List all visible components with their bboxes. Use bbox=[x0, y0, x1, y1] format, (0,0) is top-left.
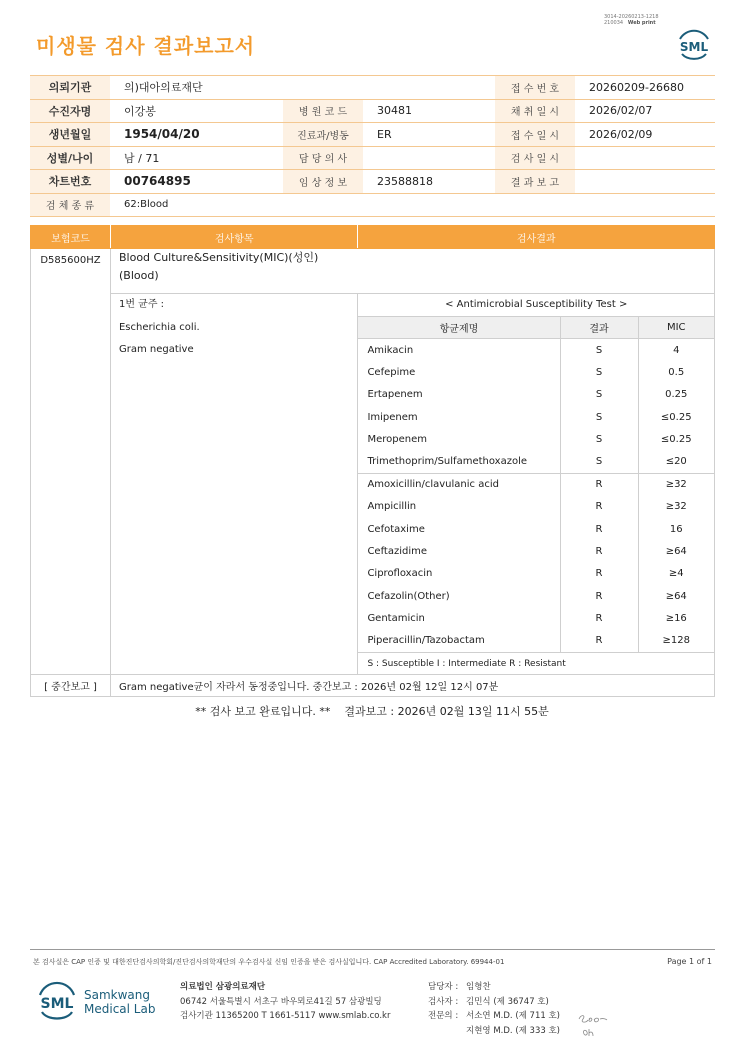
info-row bbox=[30, 76, 715, 100]
ast-drug-name: Ciprofloxacin bbox=[367, 568, 433, 580]
ast-mic: ≤20 bbox=[638, 451, 714, 473]
ast-mic: ≥4 bbox=[638, 563, 714, 585]
organization-info bbox=[180, 980, 390, 1024]
specimen-label: 검 체 종 류 bbox=[30, 193, 110, 217]
dept-value: ER bbox=[363, 123, 495, 147]
hospital-code-label: 병 원 코 드 bbox=[283, 99, 363, 123]
clinical-info-value: 23588818 bbox=[363, 170, 495, 194]
ast-result: S bbox=[560, 451, 638, 473]
sml-brand-logo-text: SML bbox=[40, 996, 74, 1012]
info-row bbox=[30, 170, 715, 194]
specialist-name-1: 서소연 M.D. (제 711 호) bbox=[466, 1011, 561, 1021]
ast-result: R bbox=[560, 496, 638, 518]
ast-mic: 16 bbox=[638, 518, 714, 540]
ast-row bbox=[358, 585, 714, 607]
organism-row bbox=[31, 294, 715, 675]
sex-age-label: 성별/나이 bbox=[30, 146, 110, 170]
ast-legend: S : Susceptible I : Intermediate R : Resistant bbox=[358, 652, 714, 674]
ast-drug-name: Ceftazidime bbox=[367, 545, 428, 557]
org-address: 06742 서울특별시 서초구 바우뫼로41길 57 삼광빌딩 bbox=[180, 996, 382, 1007]
ast-result: S bbox=[560, 384, 638, 406]
col-test-item: 검사항목 bbox=[110, 226, 357, 249]
ast-col-mic: MIC bbox=[638, 316, 714, 338]
col-test-result: 검사결과 bbox=[358, 226, 715, 249]
ast-result: R bbox=[560, 563, 638, 585]
ast-result: S bbox=[560, 406, 638, 428]
ast-drug-name: Imipenem bbox=[367, 411, 418, 423]
organism-gram: Gram negative bbox=[118, 344, 194, 356]
organism-heading: 1번 균주 : bbox=[118, 299, 165, 310]
ast-drug-name: Ertapenem bbox=[367, 389, 423, 401]
ast-result: S bbox=[560, 428, 638, 450]
staff-info bbox=[428, 980, 560, 1038]
ast-result: R bbox=[560, 540, 638, 562]
chart-no-label: 차트번호 bbox=[30, 170, 110, 194]
ast-mic: 0.5 bbox=[638, 361, 714, 383]
chart-no-value: 00764895 bbox=[110, 170, 283, 194]
ast-mic: ≥64 bbox=[638, 585, 714, 607]
ast-col-drug: 항균제명 bbox=[358, 316, 560, 338]
tester-name: 김민식 (제 36747 호) bbox=[466, 996, 549, 1007]
org-contact: 검사기관 11365200 T 1661-5117 www.smlab.co.kr bbox=[180, 1011, 391, 1021]
ast-drug-name: Gentamicin bbox=[367, 613, 425, 625]
info-row bbox=[30, 193, 715, 217]
ast-row bbox=[358, 473, 714, 495]
insurance-code: D585600HZ bbox=[31, 249, 111, 675]
signature-icon bbox=[576, 1010, 610, 1040]
patient-name-label: 수진자명 bbox=[30, 99, 110, 123]
collection-date-value: 2026/02/07 bbox=[575, 99, 715, 123]
report-value bbox=[575, 170, 715, 194]
receipt-date-value: 2026/02/09 bbox=[575, 123, 715, 147]
ast-title: < Antimicrobial Susceptibility Test > bbox=[358, 294, 714, 316]
brand-line1: Samkwang bbox=[84, 988, 150, 1002]
ast-result: R bbox=[560, 607, 638, 629]
ast-row bbox=[358, 630, 714, 652]
info-row bbox=[30, 99, 715, 123]
patient-name-value: 이강봉 bbox=[110, 99, 283, 123]
collection-date-label: 채 취 일 시 bbox=[495, 99, 575, 123]
ast-row bbox=[358, 339, 714, 361]
footer-divider bbox=[30, 949, 715, 950]
ast-mic: 0.25 bbox=[638, 384, 714, 406]
ast-result: R bbox=[560, 473, 638, 495]
manager-name: 임형찬 bbox=[466, 982, 491, 992]
manager-label: 담당자 : bbox=[428, 982, 459, 992]
page-number: Page 1 of 1 bbox=[667, 957, 712, 966]
requesting-org-value: 의)대아의료재단 bbox=[110, 76, 495, 100]
brand-line2: Medical Lab bbox=[84, 1002, 156, 1016]
patient-info-table bbox=[30, 75, 715, 217]
ast-drug-name: Trimethoprim/Sulfamethoxazole bbox=[367, 456, 528, 468]
dept-label: 진료과/병동 bbox=[283, 123, 363, 147]
ast-drug-name: Cefotaxime bbox=[367, 523, 425, 535]
birth-date-label: 생년월일 bbox=[30, 123, 110, 147]
ast-row bbox=[358, 406, 714, 428]
ast-drug-name: Amikacin bbox=[367, 344, 414, 356]
receipt-no-label: 접 수 번 호 bbox=[495, 76, 575, 100]
ast-drug-name: Piperacillin/Tazobactam bbox=[367, 635, 485, 647]
tester-label: 검사자 : bbox=[428, 996, 459, 1007]
ast-mic: ≥32 bbox=[638, 473, 714, 495]
specialist-label: 전문의 : bbox=[428, 1011, 459, 1021]
sml-logo-text: SML bbox=[679, 40, 709, 54]
test-row bbox=[31, 249, 715, 294]
org-name: 의료법인 삼광의료재단 bbox=[180, 982, 266, 992]
ast-legend-row bbox=[358, 652, 714, 674]
ast-result: S bbox=[560, 361, 638, 383]
ast-result: R bbox=[560, 518, 638, 540]
ast-mic: ≤0.25 bbox=[638, 406, 714, 428]
ast-mic: ≥128 bbox=[638, 630, 714, 652]
ast-result: S bbox=[560, 339, 638, 361]
test-name-line2: (Blood) bbox=[118, 269, 159, 282]
info-row bbox=[30, 146, 715, 170]
brand-name bbox=[84, 988, 155, 1016]
receipt-date-label: 접 수 일 시 bbox=[495, 123, 575, 147]
test-date-label: 검 사 일 시 bbox=[495, 146, 575, 170]
ast-row bbox=[358, 384, 714, 406]
report-complete-text: ** 검사 보고 완료입니다. ** bbox=[195, 705, 331, 718]
ast-drug-name: Cefazolin(Other) bbox=[367, 590, 450, 602]
interim-report-row bbox=[31, 675, 715, 697]
ast-result: R bbox=[560, 585, 638, 607]
ast-mic: ≥32 bbox=[638, 496, 714, 518]
sml-brand-logo-icon bbox=[36, 980, 78, 1022]
ast-title-row bbox=[358, 294, 714, 316]
result-table bbox=[30, 225, 715, 697]
clinical-info-label: 임 상 정 보 bbox=[283, 170, 363, 194]
ast-drug-name: Cefepime bbox=[367, 366, 416, 378]
organism-info bbox=[110, 294, 357, 675]
doctor-value bbox=[363, 146, 495, 170]
ast-result: R bbox=[560, 630, 638, 652]
hospital-code-value: 30481 bbox=[363, 99, 495, 123]
ast-drug-name: Meropenem bbox=[367, 434, 427, 446]
ast-mic: ≥64 bbox=[638, 540, 714, 562]
ast-col-result: 결과 bbox=[560, 316, 638, 338]
ast-mic: ≥16 bbox=[638, 607, 714, 629]
test-date-value bbox=[575, 146, 715, 170]
ast-row bbox=[358, 496, 714, 518]
ast-drug-name: Ampicillin bbox=[367, 501, 417, 513]
ast-header-row bbox=[358, 316, 714, 338]
col-insurance-code: 보험코드 bbox=[31, 226, 111, 249]
ast-row bbox=[358, 428, 714, 450]
document-code-line2: 210034 bbox=[604, 20, 624, 26]
ast-mic: 4 bbox=[638, 339, 714, 361]
info-row bbox=[30, 123, 715, 147]
sex-age-value: 남 / 71 bbox=[110, 146, 283, 170]
report-label: 결 과 보 고 bbox=[495, 170, 575, 194]
result-header-row bbox=[31, 226, 715, 249]
ast-row bbox=[358, 451, 714, 473]
interim-text: Gram negative균이 자라서 동정중입니다. 중간보고 : 2026년 02월 12일 12시 07분 bbox=[110, 675, 714, 697]
ast-row bbox=[358, 607, 714, 629]
ast-row bbox=[358, 563, 714, 585]
final-report-line bbox=[0, 703, 744, 719]
specialist-name-2: 지현영 M.D. (제 333 호) bbox=[466, 1025, 561, 1036]
ast-row bbox=[358, 361, 714, 383]
specimen-value: 62:Blood bbox=[110, 193, 715, 217]
web-print-label: Web print bbox=[627, 20, 656, 26]
test-name bbox=[110, 249, 714, 294]
doctor-label: 담 당 의 사 bbox=[283, 146, 363, 170]
ast-container bbox=[358, 294, 715, 675]
organism-name: Escherichia coli. bbox=[118, 321, 200, 333]
interim-label: [ 중간보고 ] bbox=[31, 675, 111, 697]
requesting-org-label: 의뢰기관 bbox=[30, 76, 110, 100]
document-code-line1: 3014-20260213-1218 bbox=[604, 14, 659, 20]
ast-row bbox=[358, 518, 714, 540]
document-code bbox=[604, 14, 659, 26]
test-name-line1: Blood Culture&Sensitivity(MIC)(성인) bbox=[118, 251, 319, 264]
page-title: 미생물 검사 결과보고서 bbox=[36, 34, 256, 58]
ast-row bbox=[358, 540, 714, 562]
final-report-time: 결과보고 : 2026년 02월 13일 11시 55분 bbox=[344, 705, 549, 718]
birth-date-value: 1954/04/20 bbox=[110, 123, 283, 147]
accreditation-note: 본 검사실은 CAP 인증 및 대한진단검사의학회/진단검사의학재단의 우수검사실 신임 인증을 받은 검사실입니다. CAP Accredited Laboratory. 69944-01 bbox=[33, 958, 505, 966]
ast-drug-name: Amoxicillin/clavulanic acid bbox=[358, 473, 560, 495]
sml-logo-icon bbox=[676, 26, 712, 62]
ast-table bbox=[358, 294, 714, 674]
receipt-no-value: 20260209-26680 bbox=[575, 76, 715, 100]
ast-mic: ≤0.25 bbox=[638, 428, 714, 450]
